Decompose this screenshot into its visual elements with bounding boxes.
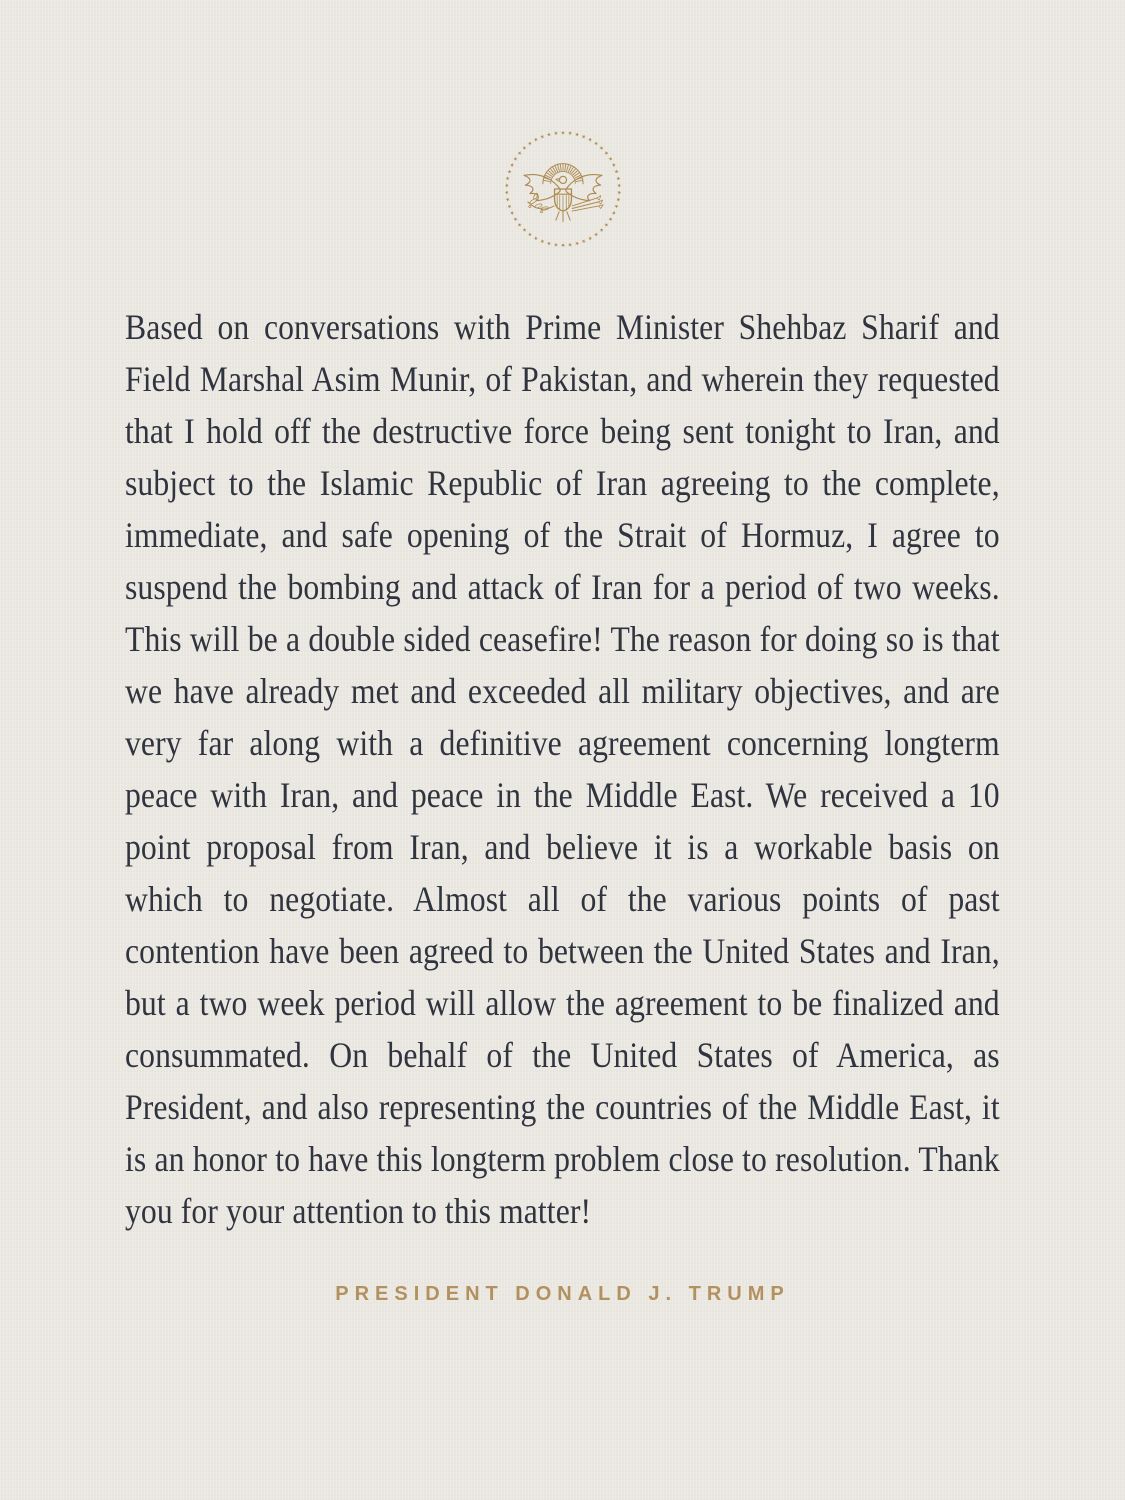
- svg-text:★: ★: [511, 155, 520, 163]
- svg-text:★: ★: [585, 233, 593, 242]
- svg-text:★: ★: [585, 136, 593, 145]
- svg-text:★: ★: [508, 161, 516, 169]
- svg-text:★: ★: [613, 196, 621, 203]
- svg-text:★: ★: [591, 230, 599, 238]
- svg-text:★: ★: [506, 203, 514, 210]
- svg-text:★: ★: [526, 230, 534, 238]
- svg-text:★: ★: [538, 133, 546, 141]
- svg-text:★: ★: [526, 140, 534, 148]
- svg-text:★: ★: [609, 209, 617, 217]
- svg-text:★: ★: [560, 130, 565, 137]
- svg-text:★: ★: [506, 168, 514, 175]
- svg-text:★: ★: [601, 149, 610, 158]
- svg-text:★: ★: [596, 144, 605, 153]
- svg-text:★: ★: [611, 203, 619, 210]
- svg-text:★: ★: [511, 215, 520, 223]
- svg-text:★: ★: [532, 136, 540, 145]
- svg-text:★: ★: [609, 161, 617, 169]
- svg-text:★: ★: [573, 239, 580, 247]
- statement-text: Based on conversations with Prime Minister Shehbaz Sharif and Field Marshal Asim Munir, of Pakistan, and wherein they requested that I hold off the destructive force being sent tonight to Iran, and subject to the Islamic Republic of Iran agreeing to the complete, immediate, and safe opening of the Strait of Hormuz, I agree to suspend the bombing and attack of Iran for a period of two weeks. This will be a double sided ceasefire! The reason for doing so is that we have already met and exceeded all military objectives, and are very far along with a definitive agreement concerning longterm peace with Iran, and peace in the Middle East. We received a 10 point proposal from Iran, and believe it is a workable basis on which to negotiate. Almost all of the various points of past contention have been agreed to between the United States and Iran, but a two week period will allow the agreement to be finalized and consummated. On behalf of the United States of America, as President, and also representing the countries of the Middle East, it is an honor to have this longterm problem close to resolution. Thank you for your attention to this matter!: [125, 307, 1000, 1231]
- svg-text:★: ★: [520, 225, 529, 234]
- svg-text:★: ★: [552, 130, 559, 138]
- svg-text:★: ★: [515, 149, 524, 158]
- svg-text:★: ★: [520, 144, 529, 153]
- svg-text:★: ★: [591, 140, 599, 148]
- svg-text:★: ★: [504, 175, 512, 182]
- svg-text:★: ★: [532, 233, 540, 242]
- svg-text:★: ★: [579, 133, 587, 141]
- svg-text:★: ★: [545, 131, 552, 139]
- svg-text:★: ★: [560, 241, 565, 248]
- svg-text:★: ★: [579, 237, 587, 245]
- svg-text:★: ★: [545, 239, 552, 247]
- svg-text:★: ★: [508, 209, 516, 217]
- svg-text:★: ★: [605, 155, 614, 163]
- svg-text:★: ★: [566, 130, 573, 138]
- svg-text:★: ★: [504, 196, 512, 203]
- svg-text:★: ★: [552, 240, 559, 248]
- svg-text:★: ★: [573, 131, 580, 139]
- svg-text:★: ★: [613, 175, 621, 182]
- svg-text:★: ★: [601, 220, 610, 229]
- svg-text:★: ★: [596, 225, 605, 234]
- svg-text:★: ★: [611, 168, 619, 175]
- svg-text:★: ★: [515, 220, 524, 229]
- svg-text:★: ★: [503, 189, 511, 196]
- svg-text:★: ★: [503, 182, 511, 189]
- svg-text:★: ★: [566, 240, 573, 248]
- signature-line: PRESIDENT DONALD J. TRUMP: [335, 1283, 790, 1305]
- svg-text:★: ★: [614, 182, 622, 189]
- svg-text:★: ★: [538, 237, 546, 245]
- svg-text:★: ★: [605, 215, 614, 223]
- presidential-seal-icon: [498, 124, 628, 254]
- svg-text:★: ★: [614, 189, 622, 196]
